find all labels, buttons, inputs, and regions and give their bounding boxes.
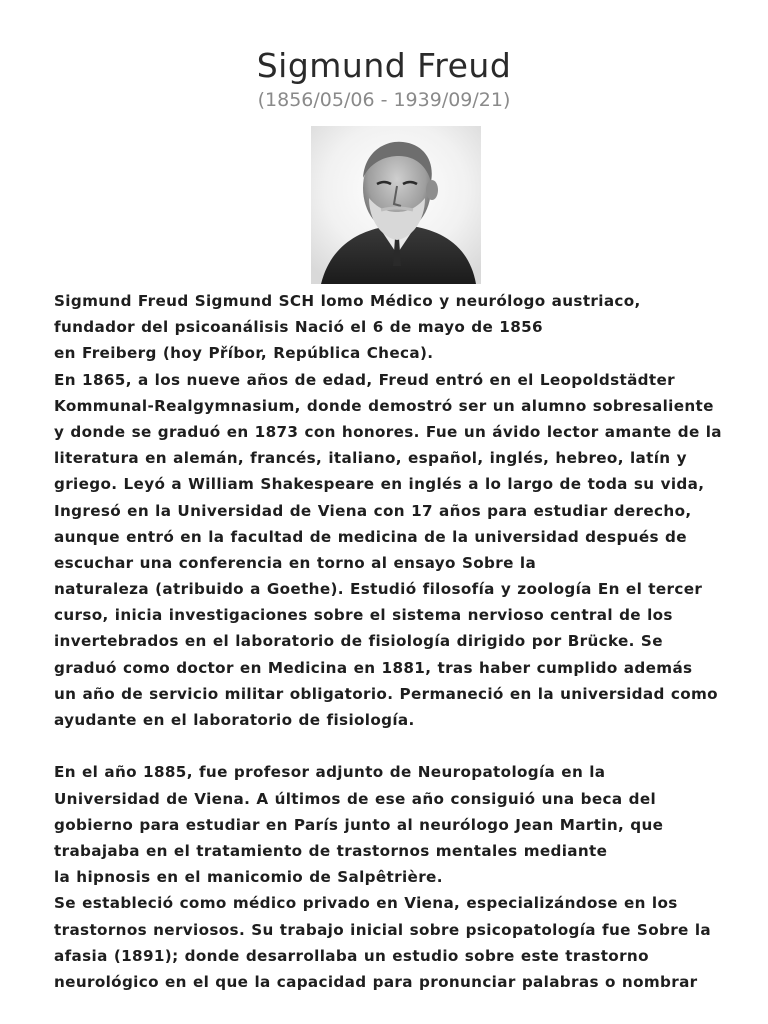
text-line: naturaleza (atribuido a Goethe). Estudió filosofía y zoología En el tercer	[54, 580, 703, 599]
text-line: Universidad de Viena. A últimos de ese año consiguió una beca del	[54, 789, 657, 808]
text-line: trastornos nerviosos. Su trabajo inicial sobre psicopatología fue Sobre la	[54, 920, 711, 939]
text-line: aunque entró en la facultad de medicina de la universidad después de	[54, 527, 687, 546]
text-line: afasia (1891); donde desarrollaba un estudio sobre este trastorno	[54, 946, 649, 965]
text-line: En 1865, a los nueve años de edad, Freud entró en el Leopoldstädter	[54, 370, 676, 389]
text-line: ayudante en el laboratorio de fisiología.	[54, 711, 415, 729]
life-dates: (1856/05/06 - 1939/09/21)	[257, 89, 511, 111]
text-line: en Freiberg (hoy Příbor, República Checa).	[54, 344, 434, 363]
text-line: un año de servicio militar obligatorio. Permaneció en la universidad como	[54, 684, 718, 703]
paragraph-break	[54, 733, 744, 759]
text-line: escuchar una conferencia en torno al ensayo Sobre la	[54, 553, 537, 572]
portrait-image	[311, 126, 481, 284]
text-line: Kommunal-Realgymnasium, donde demostró ser un alumno sobresaliente	[54, 396, 714, 415]
text-line: trabajaba en el tratamiento de trastornos mentales mediante	[54, 841, 608, 860]
text-line: neurológico en el que la capacidad para pronunciar palabras o nombrar	[54, 972, 698, 991]
text-line: literatura en alemán, francés, italiano, español, inglés, hebreo, latín y	[54, 449, 687, 468]
text-line: graduó como doctor en Medicina en 1881, tras haber cumplido además	[54, 658, 693, 677]
text-line: Se estableció como médico privado en Viena, especializándose en los	[54, 894, 678, 913]
text-line: y donde se graduó en 1873 con honores. Fue un ávido lector amante de la	[54, 422, 722, 441]
text-line: Ingresó en la Universidad de Viena con 17 años para estudiar derecho,	[54, 501, 692, 520]
text-line: gobierno para estudiar en París junto al neurólogo Jean Martin, que	[54, 815, 664, 834]
text-line: invertebrados en el laboratorio de fisiología dirigido por Brücke. Se	[54, 632, 663, 651]
text-line: Sigmund Freud Sigmund SCH lomo Médico y neurólogo austriaco,	[54, 292, 641, 310]
text-line: la hipnosis en el manicomio de Salpêtrière.	[54, 868, 443, 887]
text-line: fundador del psicoanálisis Nació el 6 de mayo de 1856	[54, 318, 543, 337]
text-line: curso, inicia investigaciones sobre el sistema nervioso central de los	[54, 606, 673, 625]
page-title: Sigmund Freud	[256, 46, 512, 85]
text-line: griego. Leyó a William Shakespeare en inglés a lo largo de toda su vida,	[54, 475, 705, 494]
text-line: En el año 1885, fue profesor adjunto de Neuropatología en la	[54, 763, 606, 782]
biography-text	[54, 288, 744, 995]
